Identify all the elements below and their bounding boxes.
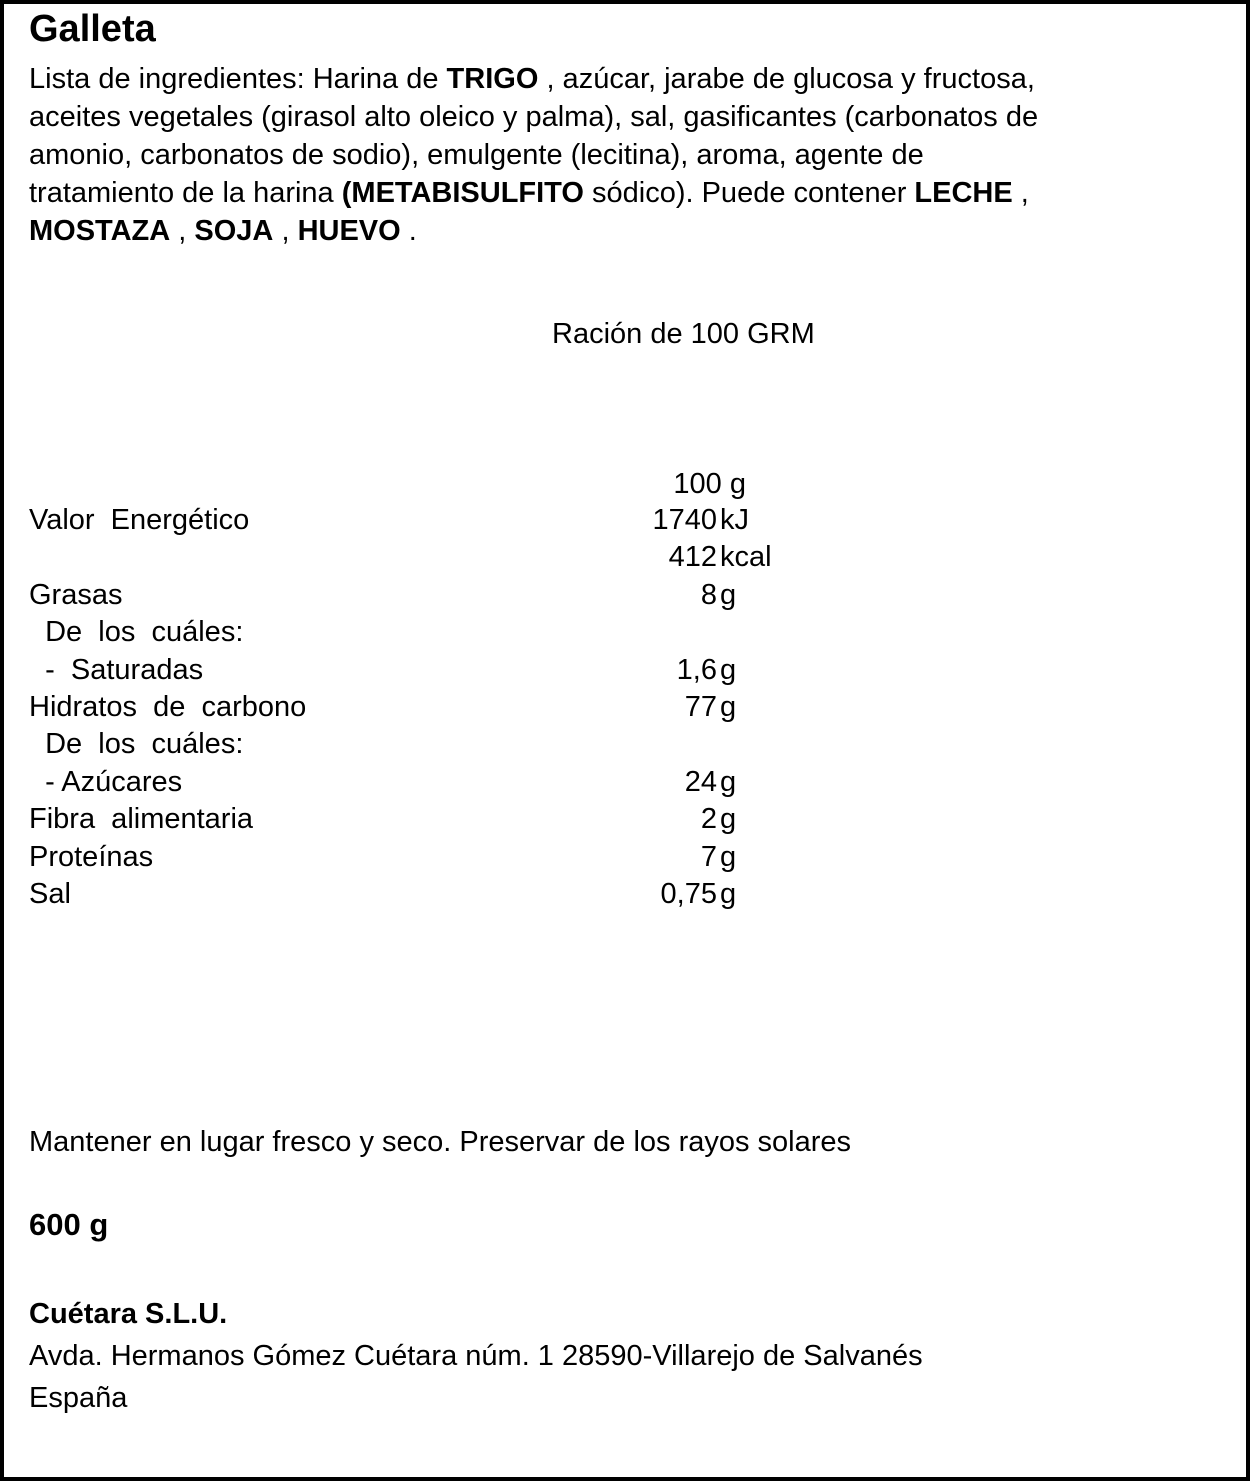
nutrient-value: 24 (684, 766, 717, 798)
nutrient-value: 1,6 (676, 654, 717, 686)
nutrient-label: - Azúcares (29, 766, 183, 798)
ingredients-text: , azúcar, jarabe de glucosa y fructosa, (538, 63, 1035, 95)
ingredients-text: aceites vegetales (girasol alto oleico y palma), sal, gasificantes (carbonatos de (29, 101, 1039, 133)
ingredients-text: amonio, carbonatos de sodio), emulgente (lecitina), aroma, agente de (29, 139, 924, 171)
nutrient-unit: g (720, 841, 737, 873)
nutrient-label: Valor Energético (29, 504, 250, 536)
nutrient-unit: kJ (720, 504, 749, 536)
ingredients-line (29, 174, 1229, 212)
nutrient-value: 412 (668, 541, 717, 573)
nutrient-label: Fibra alimentaria (29, 803, 254, 835)
ingredients-text: , (170, 215, 195, 247)
nutrient-unit: g (720, 579, 737, 611)
ingredients-line (29, 136, 1229, 174)
ingredients-text: , (1012, 177, 1029, 209)
nutrient-value: 1740 (652, 504, 717, 536)
nutrient-unit: g (720, 654, 737, 686)
nutrient-value: 2 (700, 803, 717, 835)
nutrient-label: Grasas (29, 579, 123, 611)
nutrient-unit: g (720, 878, 737, 910)
nutrient-label: Hidratos de carbono (29, 691, 307, 723)
ingredients-text: tratamiento de la harina (29, 177, 342, 209)
allergen-highlight: MOSTAZA (29, 215, 171, 247)
ingredients-text: Lista de ingredientes: Harina de (29, 63, 447, 95)
manufacturer-address: Avda. Hermanos Gómez Cuétara núm. 1 28590-Villarejo de Salvanés (29, 1340, 923, 1372)
nutrient-value: 77 (684, 691, 717, 723)
allergen-highlight: (METABISULFITO (341, 177, 584, 209)
manufacturer-name: Cuétara S.L.U. (29, 1298, 228, 1330)
storage-instructions: Mantener en lugar fresco y seco. Preservar de los rayos solares (29, 1126, 852, 1158)
nutrient-unit: g (720, 766, 737, 798)
serving-size: Ración de 100 GRM (552, 318, 815, 350)
allergen-highlight: TRIGO (446, 63, 539, 95)
nutrient-label: - Saturadas (29, 654, 204, 686)
nutrition-column-header: 100 g (673, 468, 746, 500)
nutrient-unit: g (720, 803, 737, 835)
allergen-highlight: SOJA (194, 215, 274, 247)
manufacturer-country: España (29, 1382, 128, 1414)
nutrient-value: 0,75 (660, 878, 717, 910)
net-weight: 600 g (29, 1207, 109, 1242)
nutrient-unit: g (720, 691, 737, 723)
nutrient-value: 8 (700, 579, 717, 611)
nutrient-unit: kcal (720, 541, 772, 573)
ingredients-line (29, 60, 1229, 98)
nutrient-label: De los cuáles: (29, 728, 244, 760)
nutrient-label: Sal (29, 878, 71, 910)
product-name: Galleta (29, 8, 156, 50)
ingredients-text: , (273, 215, 298, 247)
ingredients-text: . (400, 215, 417, 247)
nutrient-label: Proteínas (29, 841, 154, 873)
allergen-highlight: HUEVO (297, 215, 401, 247)
ingredients-list (29, 60, 1229, 250)
ingredients-line (29, 98, 1229, 136)
ingredients-line (29, 212, 1229, 250)
allergen-highlight: LECHE (914, 177, 1013, 209)
nutrient-value: 7 (700, 841, 717, 873)
nutrient-label: De los cuáles: (29, 616, 244, 648)
ingredients-text: sódico). Puede contener (583, 177, 915, 209)
